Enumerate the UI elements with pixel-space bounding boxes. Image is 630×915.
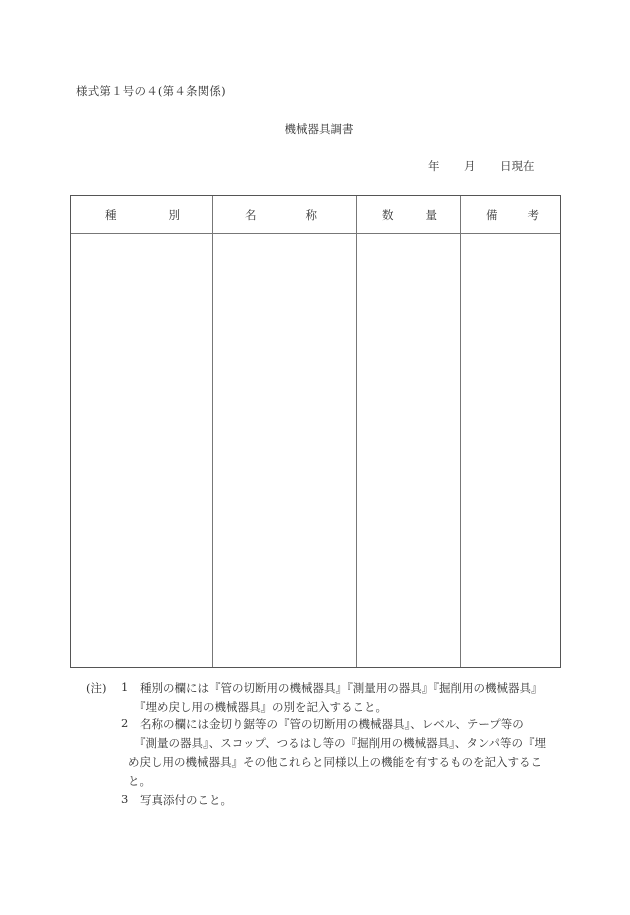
document-title: [0, 121, 630, 137]
header-remarks-char: 備: [486, 207, 498, 222]
document-title-text: 機械器具調書: [284, 122, 354, 136]
header-remarks: [461, 196, 562, 233]
equipment-table: [70, 195, 561, 668]
note-number: 3: [121, 792, 129, 806]
note-number: 2: [121, 716, 129, 730]
header-name-char: 称: [305, 207, 317, 222]
date-year-label: 年: [428, 159, 440, 173]
note-2-line-4: と。: [128, 774, 151, 788]
date-day-as-of-label: 日現在: [500, 159, 535, 173]
note-2-line-1: 名称の欄には金切り鋸等の『管の切断用の機械器具』、レベル、テープ等の: [140, 717, 524, 731]
note-2-line-3: め戻し用の機械器具』その他これらと同様以上の機能を有するものを記入するこ: [128, 755, 542, 769]
header-quantity: [357, 196, 461, 233]
note-1-line-1: 種別の欄には『管の切断用の機械器具』『測量用の器具』『掘削用の機械器具』: [140, 681, 543, 695]
header-quantity-char: 量: [425, 207, 437, 222]
header-name-char: 名: [245, 207, 257, 222]
date-month-label: 月: [464, 159, 476, 173]
remarks-column-cell[interactable]: [461, 234, 560, 667]
note-3-line-1: 写真添付のこと。: [140, 793, 232, 807]
form-number: 様式第１号の４(第４条関係): [76, 84, 226, 98]
note-2-line-2: 『測量の器具』、スコップ、つるはし等の『掘削用の機械器具』、タンパ等の『埋: [134, 736, 547, 750]
header-remarks-char: 考: [527, 207, 539, 222]
header-type: [71, 196, 213, 233]
note-number: 1: [121, 680, 129, 694]
header-quantity-char: 数: [382, 207, 394, 222]
name-column-cell[interactable]: [213, 234, 356, 667]
header-type-char: 別: [168, 207, 180, 222]
notes-label: (注): [86, 681, 107, 695]
header-type-char: 種: [105, 207, 117, 222]
header-name: [213, 196, 357, 233]
quantity-column-cell[interactable]: [357, 234, 460, 667]
type-column-cell[interactable]: [71, 234, 212, 667]
note-1-line-2: 『埋め戻し用の機械器具』の別を記入すること。: [134, 700, 387, 714]
